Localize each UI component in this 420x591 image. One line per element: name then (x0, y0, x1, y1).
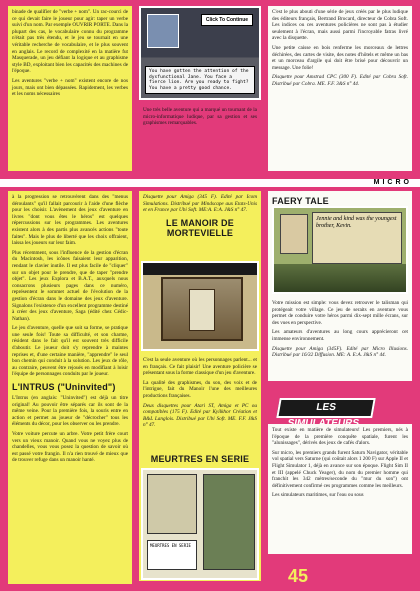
paragraph: Tout existe en matière de simulateurs! Les premiers, nés à l'époque de la première conquête spatiale, furent les "alunissages", dérivés des jeux de cafés d'alors. (272, 427, 408, 447)
paragraph: binade de qualifier de "verbe + nom". Un rac-courci de ce qui devait faire le joueur pour agir: taper un verbe suivi d'un nom. Par exemple OUVRIR PORTE. Dans la plupart des cas, le vocabulaire connu du programme n'était pas très étendu, et le jeu se tournait en une véritable recherche de vocabulaire, et le plus souvent en anglais. Le record de complexité en la matière fut Masquerade, un jeu défiant la logique et au graphisme style BD, exploitant bien les capacités des machines de l'époque. (12, 9, 128, 75)
manoir-text (139, 354, 261, 452)
game-screenshot-meurtres (141, 468, 259, 580)
publisher-info: Disquette pour Amiga (345 F). Edité par Icom Simulations. Distribué par Mindscape aux Etats-Unis et en France par Ubi Soft. ME:A. E:A. J&S n° 47. (143, 194, 257, 214)
paragraph: Les simulateurs maritimes, sur l'eau ou sous (272, 492, 364, 499)
paragraph: Votre mission est simple: vous devez retrouver le talisman qui protégeait votre village. Ce jeu de seraits en aventure vous permet de conduire votre héros parmi dix-sept mille écrans, sur des vues en perspective. (272, 300, 408, 326)
screenshot-text: You have gotten the attention of the dysfunctional Jane. You face a fierce lion. Are you ready to fight? You have a pretty good chance. (145, 66, 255, 94)
section-band (0, 179, 420, 187)
article-main-left (8, 191, 132, 584)
section-badge-simulateurs: LES (276, 398, 376, 418)
article-simulateurs (268, 424, 412, 554)
paragraph: Une petite caisse en bois renferme les morceaux de lettres déchirées, des cartes de visite, des notes d'hôtels et même un bas et un morceau d'argile qui doit être brisé pour découvrir un message. Une folie! (272, 44, 408, 71)
paragraph: L'Intrus (en anglais: "Uninvited") est déjà un titre original! Au pouvoir être séparés car ils sont de la même veine. Pour la première fois, la souris entre en action et permet au joueur de "décrocher" tous les éléments du décor, pour les observer ou les prendre. (12, 395, 128, 428)
paragraph: Sur micro, les premiers grands furent Saturn Navigator, véritable vol spatial vers Saturne (qui coûtait alors 1 200 F) sur Apple II et Flight Simulator 1, déjà en avance sur son époque. Flight Sim II et III (appelé Chuck Yeager), du nom du premier homme qui franchit les 342 mètres/seconde du "mur du son") ont définitivement confirmé ces programmes comme les meilleurs. (272, 449, 408, 489)
screenshot-portrait (280, 214, 308, 254)
screenshot-story-text: Jennie and kind was the youngest brother, Kevin. (312, 212, 402, 264)
faery-text (268, 297, 412, 379)
game-screenshot-top (139, 6, 261, 100)
paragraph: Les amateurs d'aventures au long cours apprécieront cet immense environnement. (272, 329, 408, 342)
paragraph: Plus récemment, sous l'influence de la gestion d'écran du Macintosh, les icônes faisaient leur apparition, rendant le clavier inutile. Il est plus facile de "cliquer" sur un objet pour le prendre, que de taper "prendre objet". Les jeux Explora et B.A.T., auxquels nous consacrons plusieurs pages dans ce numéro, représentent le sommet actuel de l'évolution de la gestion d'écran dans le domaine des jeux d'aventure. Signalons l'existence d'un excellent programme destiné à créer des jeux d'aventure, Saga (édité chez Cédic-Nathan). (12, 249, 128, 322)
meurtres-title-box (139, 452, 261, 466)
paragraph: Les aventures "verbe + nom" existent encore de nos jours, mais ont bien dépassées. Rapidement, les verbes et les noms nécessaires (12, 77, 128, 98)
caption: Une très belle aventure qui a marqué un tournant de la micro-informatique ludique, par sa gestion et ses graphismes remarquables. (143, 107, 257, 127)
section-title-manoir: LE MANOIR DE MORTEVIELLE (166, 217, 234, 238)
screenshot-door (189, 289, 215, 331)
article-intro-top (8, 6, 132, 171)
paragraph: La qualité des graphismes, du son, des voix et de l'intrigue, fait du Manoir l'une des meilleures productions françaises. (143, 379, 257, 399)
screenshot-menu-bar (143, 263, 257, 275)
paragraph: à la progression se retrouvèrent dans des "menus déroulants" qu'il fallait parcourir à l'aide d'une flèche pour les choisir. L'avènement des jeux d'aventure en livres "dont vous êtes le héros" est quelques répercussions sur les programmes. Les aventures existent alors à des partis plus avancés actions "toute faites". Mais le plus de liberté que les choix offraient, laissa les joueurs sur leur faim. (12, 194, 128, 247)
screenshot-map (203, 474, 255, 570)
publisher-info: Deux disquettes pour Atari ST, Amiga et PC ou compatibles (175 F). Edité par Kyilkhor Création et B&L Langlois. Distribué par Ubi Soft. ME. F.F. J&S n° 47. (143, 402, 257, 429)
screenshot-map-panel (147, 474, 197, 534)
article-cobra-soft (268, 6, 412, 171)
screenshot-window (147, 14, 179, 48)
game-screenshot-faery (272, 206, 408, 294)
screenshot-landscape (274, 264, 406, 292)
publisher-info: Disquette pour Amiga (345F). Edité par Micro Illusions. Distribué par 16/32 Diffusion. ME: A. E:A. J&S n° 44. (272, 345, 408, 359)
section-title-faery: FAERY TALE (272, 196, 329, 206)
game-screenshot-manoir (141, 261, 259, 351)
section-label: MICRO (373, 179, 412, 186)
paragraph: C'est la seule aventure où les personnages parlent... et en français. Ce fait plaisir! Une aventure policière se présentant sous la forme classique d'un jeu d'aventure. (143, 357, 257, 377)
screenshot-caption-top (139, 104, 261, 136)
section-title-meurtres: MEURTRES EN SERIE (150, 454, 250, 464)
section-title-intrus: L'INTRUS ("Uninvited") (12, 382, 116, 393)
screenshot-title: Click To Continue (201, 14, 253, 26)
screenshot-caption: MEURTRES EN SERIE (147, 540, 197, 570)
publisher-info: Disquette pour Amstrad CPC (300 F). Edité par Cobra Soft. Distribué par Cobra. ME. F.F. 3&S n° 44. (272, 74, 408, 87)
page-number: 45 (287, 566, 308, 586)
paragraph: Votre voiture percute un arbre. Votre petit frère court vers un vieux manoir. Quand vous ne voyez plus de chandelles, vous vous posez la question de savoir où est passé votre frangin. Il n'a rien trouvé de mieux que de trouver refuge dans un manoir hanté. (12, 431, 128, 464)
paragraph: C'est le plus abouti d'une série de jeux créés par le plus ludique des éditeurs français, Bertrand Brocard, directeur de Cobra Soft. Les indices ou ces aventures policières ne sont pas à étudier seulement à l'écran, mais aussi parmi l'incroyable fatras livré avec la disquette. (272, 9, 408, 42)
paragraph: Le jeu d'aventure, quelle que soit sa forme, se pratique une seule fois! Toute sa difficulté, et son charme, résident dans le fait qu'il est souvent très difficile d'aboutir. Le joueur doit s'y reprendre à maintes reprises et, d'une certaine manière, "apprendre" le seul bon chemin qui conduit à la solution. Les jeux de rôle, au contraire, peuvent être rejoués en modifiant à loisir l'équipe de personnages conduits par le joueur. (12, 325, 128, 378)
